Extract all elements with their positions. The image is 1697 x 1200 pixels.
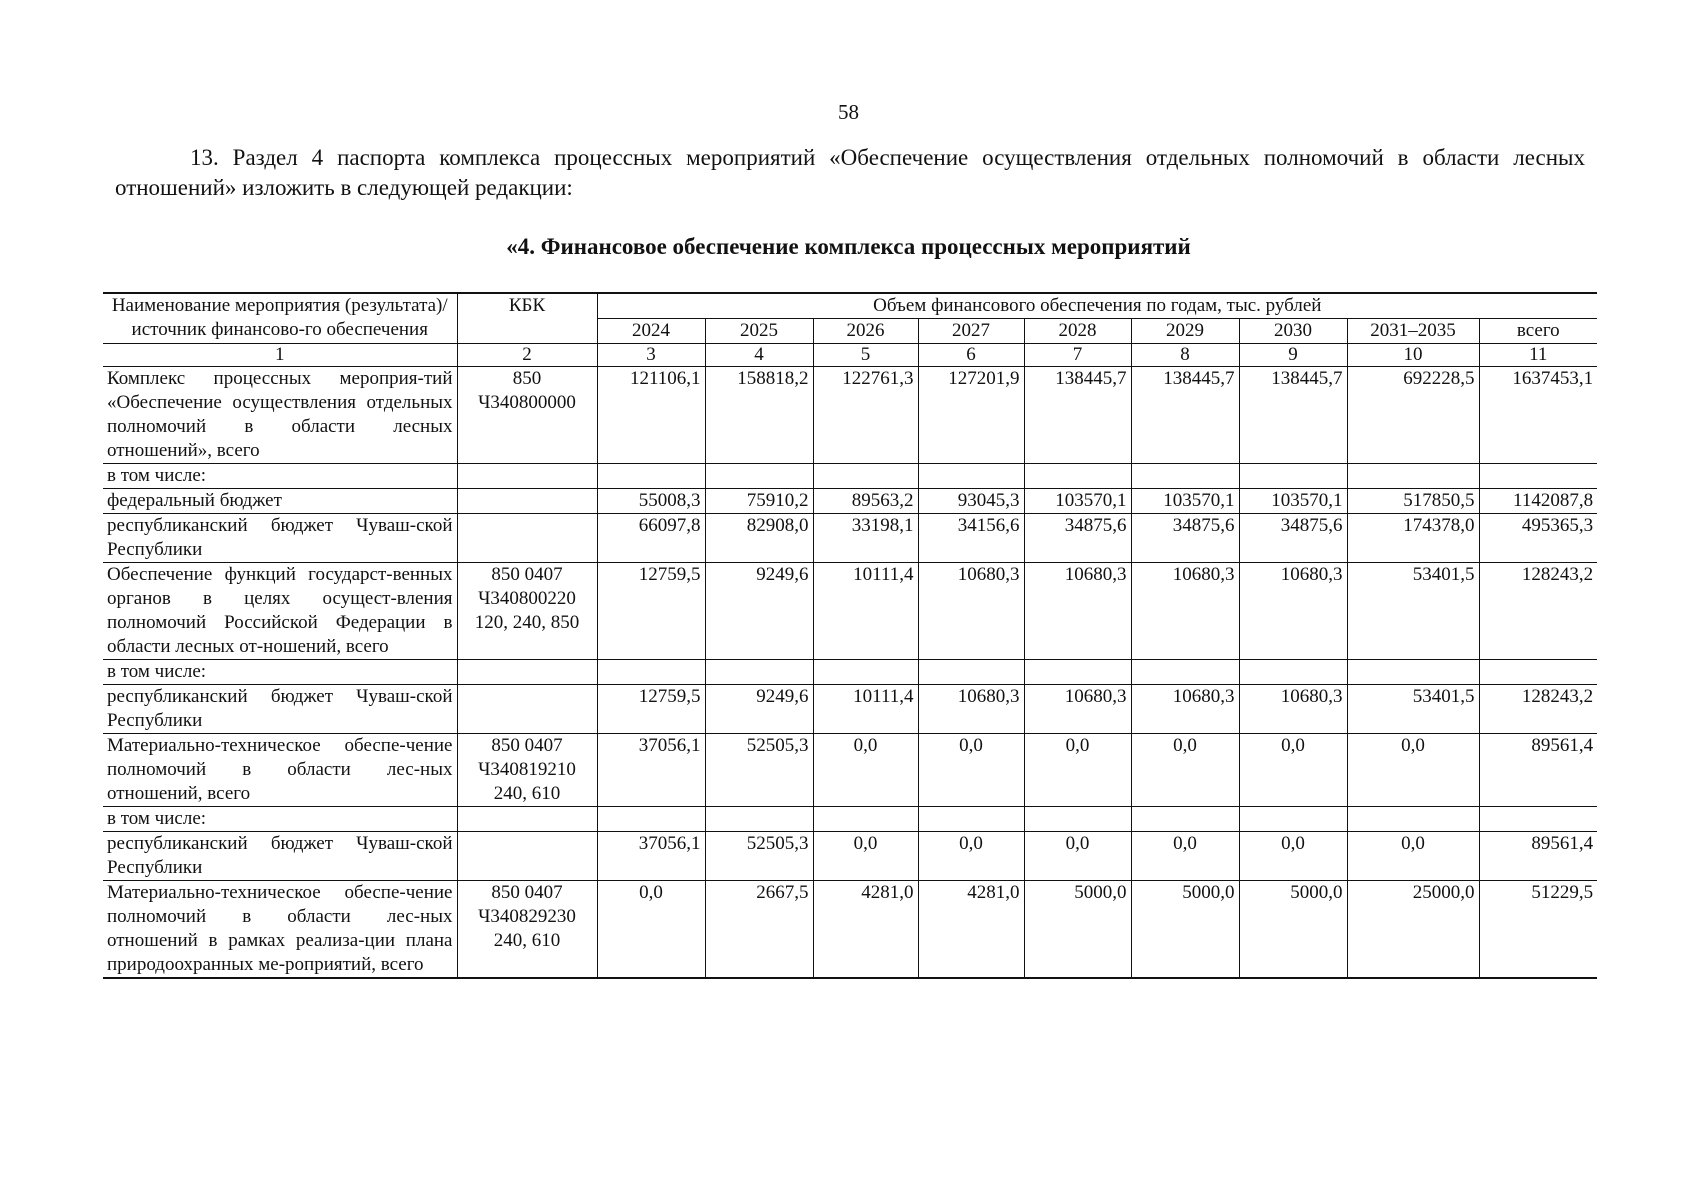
section-title: «4. Финансовое обеспечение комплекса процессных мероприятий [506,234,1191,259]
row-value: 75910,2 [705,489,813,514]
row-kbk [457,685,597,734]
financing-table [103,292,1597,979]
header-year: 2026 [813,319,918,344]
row-value [1479,660,1597,685]
row-value: 66097,8 [597,514,705,563]
row-value: 5000,0 [1131,881,1239,979]
row-value [597,660,705,685]
table-row [103,514,1597,563]
header-volume: Объем финансового обеспечения по годам, тыс. рублей [597,293,1597,319]
row-value [918,807,1024,832]
row-value: 103570,1 [1024,489,1131,514]
row-value [1024,807,1131,832]
table-row [103,563,1597,660]
row-name: Материально-техническое обеспе-чение полномочий в области лес-ных отношений, всего [103,734,457,807]
row-value: 0,0 [1239,832,1347,881]
row-value: 128243,2 [1479,685,1597,734]
row-value: 127201,9 [918,367,1024,464]
row-value: 12759,5 [597,685,705,734]
row-value: 0,0 [813,734,918,807]
header-year: 2031–2035 [1347,319,1479,344]
row-value: 52505,3 [705,734,813,807]
column-number: 1 [103,344,457,367]
table-row [103,464,1597,489]
row-value: 692228,5 [1347,367,1479,464]
row-value [705,464,813,489]
row-value: 0,0 [597,881,705,979]
row-value [918,464,1024,489]
row-value: 53401,5 [1347,563,1479,660]
table-row [103,489,1597,514]
header-year: 2028 [1024,319,1131,344]
row-value: 1637453,1 [1479,367,1597,464]
row-value: 93045,3 [918,489,1024,514]
row-value: 0,0 [813,832,918,881]
row-name: в том числе: [103,807,457,832]
row-value [1239,807,1347,832]
row-kbk: 850 Ч340800000 [457,367,597,464]
row-value [1479,807,1597,832]
row-value: 138445,7 [1024,367,1131,464]
row-value: 10680,3 [1131,563,1239,660]
table-row [103,881,1597,979]
row-value: 34156,6 [918,514,1024,563]
row-value [597,464,705,489]
row-value [1347,807,1479,832]
intro-paragraph: 13. Раздел 4 паспорта комплекса процессных мероприятий «Обеспечение осуществления отдельных полномочий в области лесных отношений» изложить в следующей редакции: [115,145,1585,200]
column-number: 3 [597,344,705,367]
row-value [918,660,1024,685]
column-number: 7 [1024,344,1131,367]
row-name: в том числе: [103,464,457,489]
header-name: Наименование мероприятия (результата)/источник финансово-го обеспечения [103,293,457,344]
row-value: 25000,0 [1347,881,1479,979]
header-total: всего [1479,319,1597,344]
table-row [103,807,1597,832]
row-name: Материально-техническое обеспе-чение полномочий в области лес-ных отношений в рамках реализа-ции плана природоохранных ме-роприятий, всего [103,881,457,979]
row-value: 0,0 [1347,832,1479,881]
row-name: республиканский бюджет Чуваш-ской Республики [103,685,457,734]
row-value: 37056,1 [597,832,705,881]
column-number: 10 [1347,344,1479,367]
table-row [103,734,1597,807]
row-value: 89561,4 [1479,734,1597,807]
row-kbk: 850 0407 Ч340800220 120, 240, 850 [457,563,597,660]
row-value [1239,464,1347,489]
row-value: 10680,3 [1024,685,1131,734]
row-kbk [457,807,597,832]
row-value: 4281,0 [918,881,1024,979]
row-value: 89561,4 [1479,832,1597,881]
row-value: 0,0 [918,832,1024,881]
row-value [1024,464,1131,489]
row-kbk [457,489,597,514]
column-number: 5 [813,344,918,367]
row-value: 122761,3 [813,367,918,464]
header-kbk: КБК [457,293,597,344]
row-value [813,464,918,489]
row-value: 10680,3 [1131,685,1239,734]
row-value: 10680,3 [1024,563,1131,660]
column-number: 8 [1131,344,1239,367]
row-value: 10680,3 [1239,563,1347,660]
row-value [1347,464,1479,489]
row-value: 103570,1 [1239,489,1347,514]
table-row [103,685,1597,734]
row-name: Комплекс процессных мероприя-тий «Обеспечение осуществления отдельных полномочий в области лесных отношений», всего [103,367,457,464]
row-value: 158818,2 [705,367,813,464]
row-value: 89563,2 [813,489,918,514]
row-value [1131,660,1239,685]
row-kbk [457,832,597,881]
row-value [705,807,813,832]
row-value: 10680,3 [1239,685,1347,734]
header-year: 2029 [1131,319,1239,344]
table-row [103,832,1597,881]
row-value: 34875,6 [1239,514,1347,563]
row-value [1347,660,1479,685]
row-value: 10111,4 [813,563,918,660]
row-kbk: 850 0407 Ч340819210 240, 610 [457,734,597,807]
row-name: республиканский бюджет Чуваш-ской Республики [103,832,457,881]
row-name: Обеспечение функций государст-венных органов в целях осущест-вления полномочий Российской Федерации в области лесных от-ношений, всего [103,563,457,660]
row-kbk [457,514,597,563]
row-value: 4281,0 [813,881,918,979]
row-name: в том числе: [103,660,457,685]
row-value: 138445,7 [1131,367,1239,464]
row-value: 0,0 [1131,734,1239,807]
row-value: 0,0 [1024,832,1131,881]
row-value: 5000,0 [1239,881,1347,979]
header-year: 2024 [597,319,705,344]
column-numbers-row [103,344,1597,367]
header-year: 2030 [1239,319,1347,344]
table-row [103,367,1597,464]
row-value [1131,464,1239,489]
row-value [1239,660,1347,685]
row-value: 138445,7 [1239,367,1347,464]
row-value [597,807,705,832]
row-value: 0,0 [918,734,1024,807]
row-value [1131,807,1239,832]
row-value [813,660,918,685]
row-value: 55008,3 [597,489,705,514]
row-value: 2667,5 [705,881,813,979]
row-kbk: 850 0407 Ч340829230 240, 610 [457,881,597,979]
row-value: 5000,0 [1024,881,1131,979]
row-value: 37056,1 [597,734,705,807]
table-row [103,660,1597,685]
row-value: 12759,5 [597,563,705,660]
row-name: республиканский бюджет Чуваш-ской Республики [103,514,457,563]
row-value [705,660,813,685]
row-value: 9249,6 [705,563,813,660]
row-value [1479,464,1597,489]
header-year: 2027 [918,319,1024,344]
column-number: 9 [1239,344,1347,367]
row-value: 53401,5 [1347,685,1479,734]
row-value: 10111,4 [813,685,918,734]
column-number: 2 [457,344,597,367]
row-value: 0,0 [1131,832,1239,881]
row-value: 34875,6 [1131,514,1239,563]
header-year: 2025 [705,319,813,344]
row-value: 33198,1 [813,514,918,563]
row-value: 52505,3 [705,832,813,881]
row-value: 103570,1 [1131,489,1239,514]
row-value: 34875,6 [1024,514,1131,563]
row-value: 0,0 [1239,734,1347,807]
row-kbk [457,464,597,489]
row-value: 0,0 [1347,734,1479,807]
row-value: 51229,5 [1479,881,1597,979]
row-value: 174378,0 [1347,514,1479,563]
column-number: 4 [705,344,813,367]
column-number: 6 [918,344,1024,367]
row-value: 495365,3 [1479,514,1597,563]
row-value: 0,0 [1024,734,1131,807]
row-value: 121106,1 [597,367,705,464]
row-value [813,807,918,832]
row-value: 10680,3 [918,685,1024,734]
row-value: 82908,0 [705,514,813,563]
row-kbk [457,660,597,685]
row-value: 128243,2 [1479,563,1597,660]
row-value: 1142087,8 [1479,489,1597,514]
row-name: федеральный бюджет [103,489,457,514]
row-value: 9249,6 [705,685,813,734]
page-number: 58 [838,100,859,124]
row-value: 10680,3 [918,563,1024,660]
row-value: 517850,5 [1347,489,1479,514]
column-number: 11 [1479,344,1597,367]
row-value [1024,660,1131,685]
